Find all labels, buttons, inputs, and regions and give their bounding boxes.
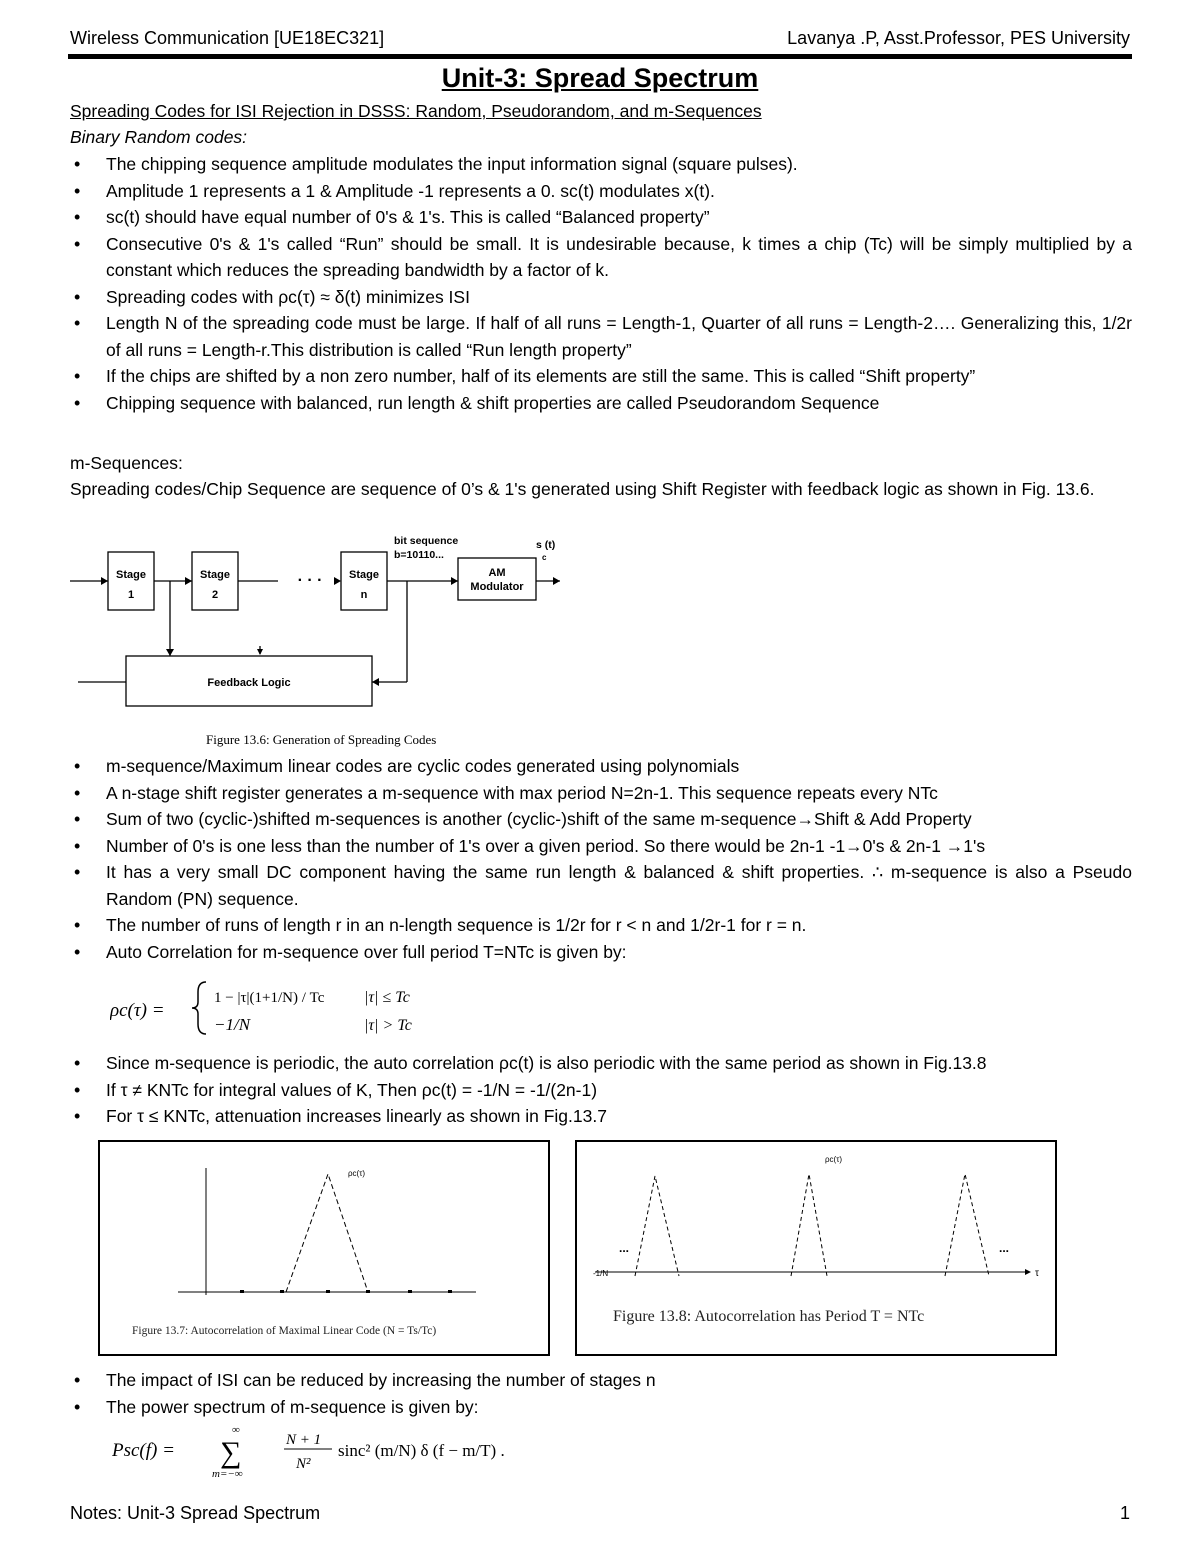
shift-register-diagram xyxy=(70,528,590,753)
figure-13-7-caption: Figure 13.7: Autocorrelation of Maximal Linear Code (N = Ts/Tc) xyxy=(132,1325,437,1337)
am-label: AM xyxy=(488,567,506,579)
m-sequence-heading: m-Sequences: xyxy=(70,453,183,473)
list-item: • Number of 0's is one less than the number of 1's over a given period. So there would be 2n-1 -1→0's & 2n-1 →1's xyxy=(70,833,1132,860)
page-footer xyxy=(70,1503,1130,1524)
autocorrelation-list xyxy=(70,1050,1132,1130)
power-spectrum-formula xyxy=(112,1422,592,1480)
page-header xyxy=(70,28,1130,49)
figure-13-8-caption: Figure 13.8: Autocorrelation has Period T = NTc xyxy=(613,1308,925,1325)
fig137-rho-label: ρc(τ) xyxy=(348,1169,366,1178)
bit-sequence-value: b=10110... xyxy=(394,549,444,561)
psd-frac-num: N + 1 xyxy=(286,1432,322,1448)
formula-case-1: 1 − |τ|(1+1/N) / Tc xyxy=(214,990,325,1006)
list-item: • It has a very small DC component having the same run length & balanced & shift properties. ∴ m-sequence is also a Pseudo Random (PN) sequence. xyxy=(70,859,1132,912)
fig138-neg-label: -1/N xyxy=(593,1269,609,1278)
stage-2-label: Stage xyxy=(200,569,230,581)
psd-lhs: Psc(f) = xyxy=(112,1440,175,1461)
list-item: • Since m-sequence is periodic, the auto correlation ρc(t) is also periodic with the same period as shown in Fig.13.8 xyxy=(70,1050,1132,1077)
figure-13-7 xyxy=(98,1140,550,1356)
stage-n-label: Stage xyxy=(349,569,379,581)
page-number: 1 xyxy=(1119,1503,1130,1523)
figure-13-8 xyxy=(575,1140,1057,1356)
formula-lhs: ρc(τ) = xyxy=(110,1000,165,1021)
modulator-label: Modulator xyxy=(470,581,524,593)
fig138-rho-label: ρc(τ) xyxy=(825,1155,843,1164)
list-item: • m-sequence/Maximum linear codes are cyclic codes generated using polynomials xyxy=(70,753,1132,780)
isi-list xyxy=(70,1367,1132,1420)
list-item: • A n-stage shift register generates a m-sequence with max period N=2n-1. This sequence repeats every NTc xyxy=(70,780,1132,807)
psd-sum-top: ∞ xyxy=(232,1424,240,1436)
list-item: • Length N of the spreading code must be large. If half of all runs = Length-1, Quarter of all runs = Length-2…. Generalizing this, 1/2r of all runs = Length-r.This distribution is called “Run length property” xyxy=(70,310,1132,363)
header-course: Wireless Communication [UE18EC321] xyxy=(70,28,385,48)
list-item: • The impact of ISI can be reduced by increasing the number of stages n xyxy=(70,1367,1132,1394)
formula-cond-1: |τ| ≤ Tc xyxy=(364,989,410,1006)
stage-n-number: n xyxy=(360,589,368,601)
stage-1-label: Stage xyxy=(116,569,146,581)
am-modulator-box xyxy=(458,558,536,600)
formula-case-2: −1/N xyxy=(214,1015,251,1034)
binary-random-list xyxy=(70,151,1132,416)
list-item: • If the chips are shifted by a non zero number, half of its elements are still the same. This is called “Shift property” xyxy=(70,363,1132,390)
list-item: • The number of runs of length r in an n-length sequence is 1/2r for r < n and 1/2r-1 for r = n. xyxy=(70,912,1132,939)
subheading-binary-random: Binary Random codes: xyxy=(70,127,248,147)
header-author: Lavanya .P, Asst.Professor, PES University xyxy=(787,28,1130,48)
sc-label: s (t) xyxy=(536,539,556,551)
stage-2-box xyxy=(192,552,238,610)
fig138-dots-right: ... xyxy=(999,1241,1010,1255)
sc-subscript: c xyxy=(542,553,547,562)
stage-2-number: 2 xyxy=(211,589,219,601)
figure-13-6-caption: Figure 13.6: Generation of Spreading Codes xyxy=(206,732,437,747)
m-sequence-list xyxy=(70,753,1132,965)
fig138-axis-label: τ xyxy=(1035,1268,1039,1279)
list-item: • sc(t) should have equal number of 0's & 1's. This is called “Balanced property” xyxy=(70,204,1132,231)
header-rule xyxy=(68,54,1132,59)
autocorrelation-formula xyxy=(110,976,470,1040)
formula-cond-2: |τ| > Tc xyxy=(364,1017,412,1034)
bit-sequence-label: bit sequence xyxy=(394,535,459,547)
list-item: • Sum of two (cyclic-)shifted m-sequences is another (cyclic-)shift of the same m-sequence→Shift & Add Property xyxy=(70,806,1132,833)
section-heading: Spreading Codes for ISI Rejection in DSSS: Random, Pseudorandom, and m-Sequences xyxy=(70,101,762,121)
list-item: • If τ ≠ KNTc for integral values of K, Then ρc(t) = -1/N = -1/(2n-1) xyxy=(70,1077,1132,1104)
footer-title: Notes: Unit-3 Spread Spectrum xyxy=(70,1503,321,1523)
stage-1-box xyxy=(108,552,154,610)
psd-sum-bottom: m=−∞ xyxy=(212,1468,243,1480)
m-sequence-intro: Spreading codes/Chip Sequence are sequence of 0’s & 1's generated using Shift Register with feedback logic as shown in Fig. 13.6. xyxy=(70,479,1095,499)
feedback-logic-label: Feedback Logic xyxy=(207,677,291,689)
list-item: • Spreading codes with ρc(τ) ≈ δ(t) minimizes ISI xyxy=(70,284,1132,311)
psd-frac-den: N² xyxy=(296,1456,311,1472)
list-item: • The chipping sequence amplitude modulates the input information signal (square pulses). xyxy=(70,151,1132,178)
list-item: • Consecutive 0's & 1's called “Run” should be small. It is undesirable because, k times a chip (Tc) will be simply multiplied by a constant which reduces the spreading bandwidth by a factor of k. xyxy=(70,231,1132,284)
sum-icon: ∑ xyxy=(220,1436,242,1469)
psd-rest: sinc² (m/N) δ (f − m/T) . xyxy=(338,1441,505,1460)
list-item: • Amplitude 1 represents a 1 & Amplitude -1 represents a 0. sc(t) modulates x(t). xyxy=(70,178,1132,205)
list-item: • Chipping sequence with balanced, run length & shift properties are called Pseudorandom Sequence xyxy=(70,390,1132,417)
fig138-dots-left: ... xyxy=(619,1241,630,1255)
stage-n-box xyxy=(341,552,387,610)
ellipsis-dots: · · · xyxy=(297,572,323,589)
list-item: • Auto Correlation for m-sequence over full period T=NTc is given by: xyxy=(70,939,1132,966)
list-item: • For τ ≤ KNTc, attenuation increases linearly as shown in Fig.13.7 xyxy=(70,1103,1132,1130)
stage-1-number: 1 xyxy=(127,589,135,601)
list-item: • The power spectrum of m-sequence is given by: xyxy=(70,1394,1132,1421)
page-title: Unit-3: Spread Spectrum xyxy=(441,63,759,93)
